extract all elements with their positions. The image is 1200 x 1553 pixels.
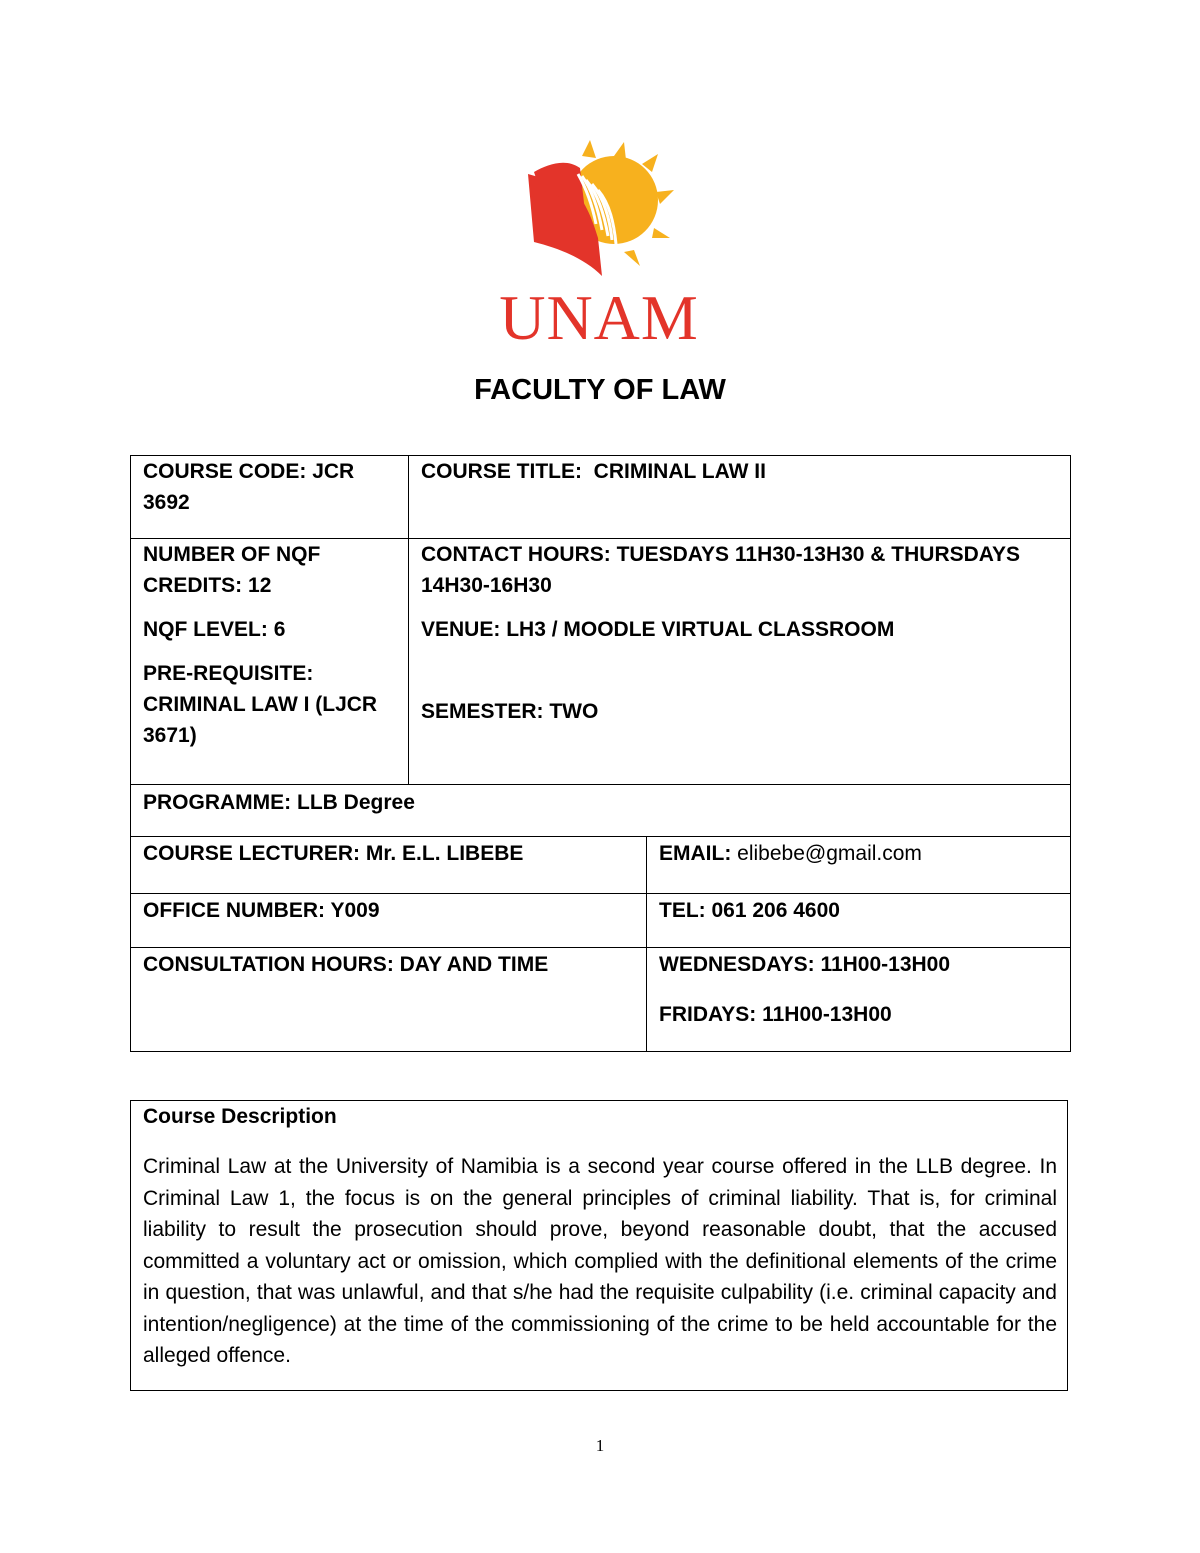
email-link[interactable]: elibebe@gmail.com bbox=[737, 842, 922, 865]
course-description-title: Course Description bbox=[143, 1105, 337, 1128]
book-sun-emblem-icon bbox=[474, 138, 724, 288]
prerequisite-label: PRE-REQUISITE: bbox=[143, 662, 314, 685]
course-code-cell bbox=[131, 456, 409, 539]
nqf-credits-value: 12 bbox=[248, 574, 272, 597]
programme-value: LLB Degree bbox=[297, 791, 415, 814]
contact-hours-value: TUESDAYS 11H30-13H30 & THURSDAYS 14H30-16H30 bbox=[421, 543, 1021, 597]
consultation-day-1: WEDNESDAYS: bbox=[659, 953, 815, 976]
programme-label: PROGRAMME: bbox=[143, 791, 292, 814]
consultation-times-cell bbox=[647, 948, 1071, 1052]
consultation-label-cell bbox=[131, 948, 647, 1052]
tel-cell bbox=[647, 894, 1071, 948]
course-description-box bbox=[130, 1100, 1068, 1391]
nqf-level-value: 6 bbox=[273, 618, 286, 641]
logo-wordmark: UNAM bbox=[499, 282, 699, 353]
credits-level-prereq-cell bbox=[131, 539, 409, 785]
venue-value: LH3 / MOODLE VIRTUAL CLASSROOM bbox=[506, 618, 895, 641]
table-row bbox=[131, 539, 1071, 785]
table-row bbox=[131, 948, 1071, 1052]
course-info-table bbox=[130, 455, 1071, 1052]
office-label: OFFICE NUMBER: bbox=[143, 899, 325, 922]
consultation-time-2: 11H00-13H00 bbox=[762, 1003, 892, 1026]
nqf-level-label: NQF LEVEL: bbox=[143, 618, 268, 641]
course-code-label: COURSE CODE: bbox=[143, 460, 307, 483]
semester-value: TWO bbox=[549, 700, 599, 723]
table-row bbox=[131, 785, 1071, 837]
prerequisite-value: CRIMINAL LAW I (LJCR 3671) bbox=[143, 693, 378, 747]
contact-venue-semester-cell bbox=[409, 539, 1071, 785]
consultation-time-1: 11H00-13H00 bbox=[820, 953, 951, 976]
consultation-day-2: FRIDAYS: bbox=[659, 1003, 757, 1026]
venue-label: VENUE: bbox=[421, 618, 501, 641]
consultation-label: CONSULTATION HOURS: DAY AND TIME bbox=[143, 953, 549, 976]
lecturer-cell bbox=[131, 837, 647, 894]
email-label: EMAIL: bbox=[659, 842, 732, 865]
programme-cell bbox=[131, 785, 1071, 837]
semester-label: SEMESTER: bbox=[421, 700, 544, 723]
course-code-value: JCR 3692 bbox=[143, 460, 355, 514]
office-cell bbox=[131, 894, 647, 948]
faculty-title: FACULTY OF LAW bbox=[474, 374, 726, 406]
course-description-text: Criminal Law at the University of Namibia is a second year course offered in the LLB degree. In Criminal Law 1, the focus is on the general principles of criminal liability. That is, for criminal liability to result the prosecution should prove, beyond reasonable doubt, that the accused committed a voluntary act or omission, which complied with the definitional elements of the crime in question, that was unlawful, and that s/he had the requisite culpability (i.e. criminal capacity and intention/negligence) at the time of the commissioning of the crime to be held accountable for the alleged offence. bbox=[143, 1155, 1057, 1367]
page-number: 1 bbox=[595, 1436, 605, 1455]
office-value: Y009 bbox=[330, 899, 380, 922]
contact-hours-label: CONTACT HOURS: bbox=[421, 543, 611, 566]
table-row bbox=[131, 456, 1071, 539]
lecturer-value: Mr. E.L. LIBEBE bbox=[365, 842, 524, 865]
course-title-value: CRIMINAL LAW II bbox=[593, 460, 766, 483]
table-row bbox=[131, 837, 1071, 894]
nqf-credits-label: NUMBER OF NQF CREDITS: bbox=[143, 543, 321, 597]
lecturer-label: COURSE LECTURER: bbox=[143, 842, 361, 865]
course-title-cell bbox=[409, 456, 1071, 539]
course-title-label: COURSE TITLE: bbox=[421, 460, 582, 483]
table-row bbox=[131, 894, 1071, 948]
tel-label: TEL: bbox=[659, 899, 706, 922]
tel-value: 061 206 4600 bbox=[711, 899, 840, 922]
unam-logo bbox=[474, 138, 724, 353]
email-cell bbox=[647, 837, 1071, 894]
